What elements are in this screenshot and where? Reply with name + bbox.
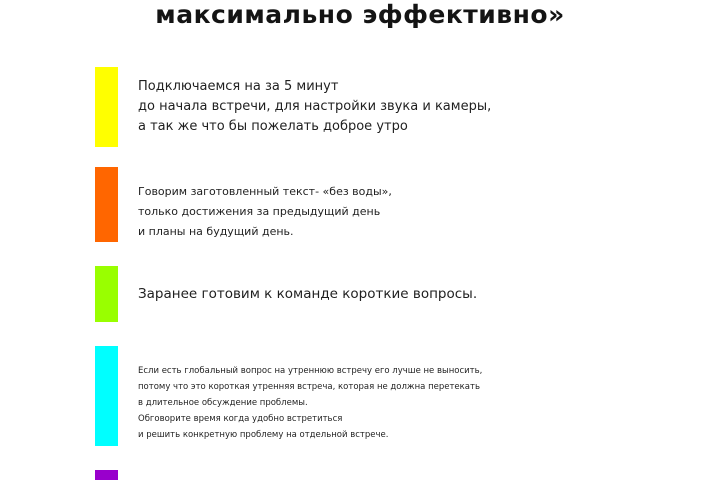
item-line: Если есть глобальный вопрос на утреннюю встречу его лучше не выносить, — [138, 366, 483, 376]
item-line: Заранее готовим к команде короткие вопросы. — [138, 286, 478, 302]
page-title: максимально эффективно» — [155, 0, 565, 29]
color-bar-cyan — [95, 346, 118, 446]
item-line: Говорим заготовленный текст- «без воды», — [138, 185, 392, 198]
item-text-3 — [138, 284, 477, 304]
item-line: до начала встречи, для настройки звука и камеры, — [138, 99, 492, 114]
item-line: только достижения за предыдущий день — [138, 205, 381, 218]
item-line: потому что это короткая утренняя встреча, которая не должна перетекать — [138, 382, 480, 392]
color-bar-yellow — [95, 67, 118, 147]
item-text-4 — [138, 363, 482, 443]
item-line: Обговорите время когда удобно встретиться — [138, 414, 343, 424]
item-line: Подключаемся на за 5 минут — [138, 79, 339, 94]
color-bar-lime — [95, 266, 118, 322]
item-text-1 — [138, 77, 491, 137]
item-line: в длительное обсуждение проблемы. — [138, 398, 308, 408]
item-line: и планы на будущий день. — [138, 225, 294, 238]
item-line: а так же что бы пожелать доброе утро — [138, 119, 408, 134]
item-text-2 — [138, 182, 392, 242]
color-bar-purple — [95, 470, 118, 480]
item-line: и решить конкретную проблему на отдельной встрече. — [138, 430, 389, 440]
color-bar-orange — [95, 167, 118, 242]
